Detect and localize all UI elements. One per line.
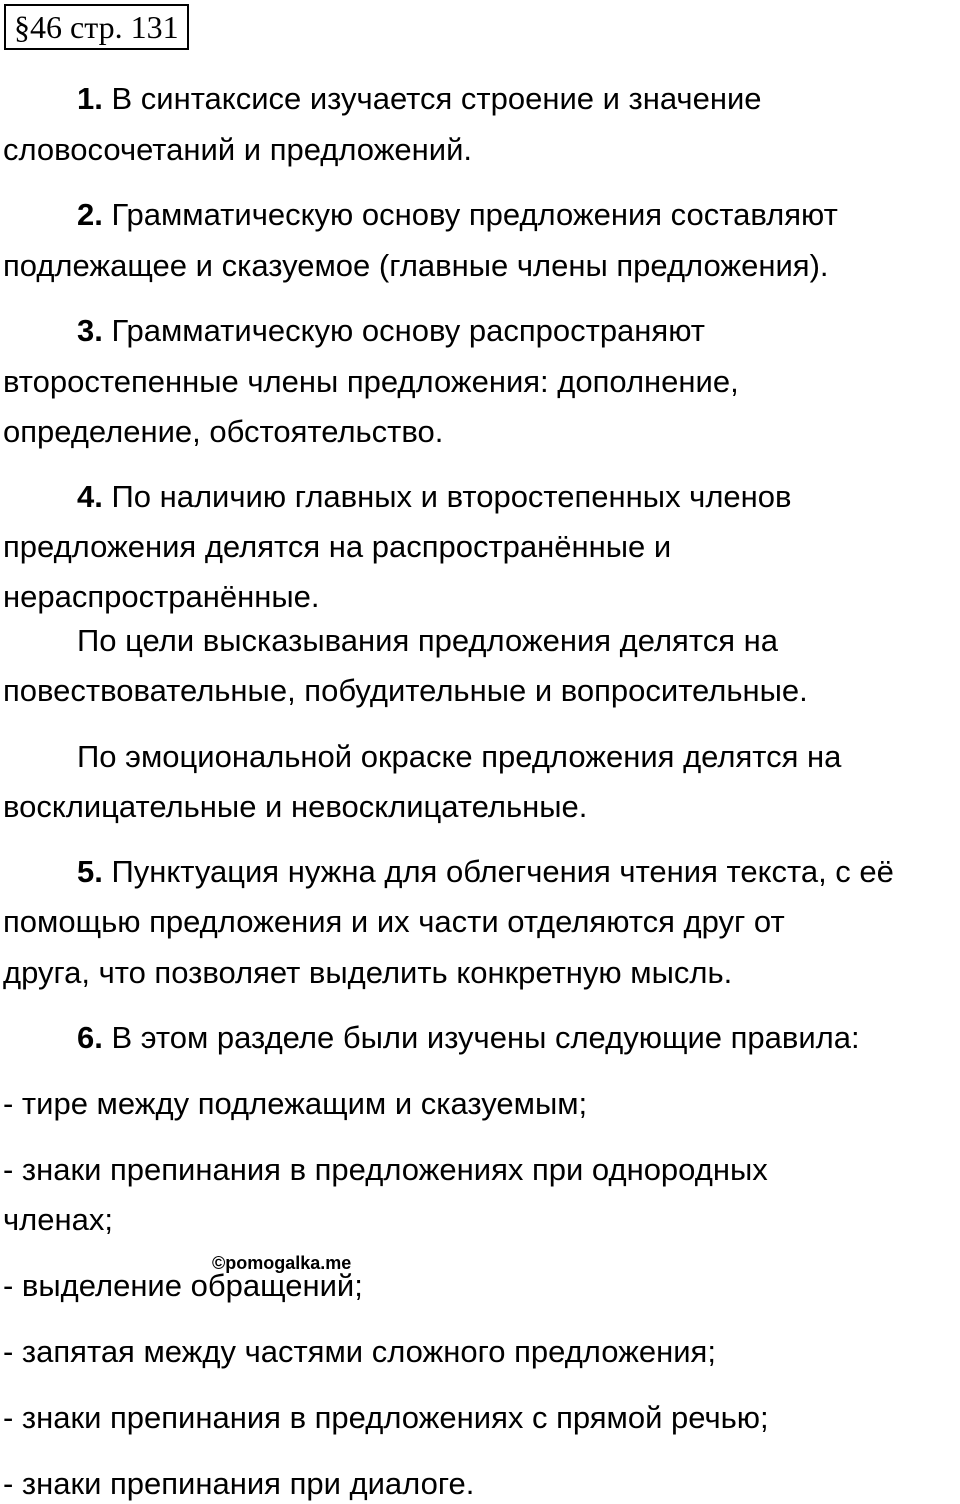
answer-5-line-2: помощью предложения и их части отделяются друг от [3,904,785,939]
section-page-reference: §46 стр. 131 [4,4,189,50]
rule-item-1: - тире между подлежащим и сказуемым; [3,1086,588,1121]
watermark: ©pomogalka.me [212,1253,352,1273]
answer-text: Грамматическую основу распространяют [102,313,705,348]
answer-5-line-1 [77,852,894,892]
answer-1-line-2: словосочетаний и предложений. [3,132,473,167]
answer-number: 4. [77,479,103,514]
answer-4-line-3: нераспространённые. [3,579,320,614]
answer-2-line-1 [77,195,838,235]
answer-3-line-2: второстепенные члены предложения: дополнение, [3,364,739,399]
answer-4-line-4: По цели высказывания предложения делятся на [77,623,778,658]
answer-2-line-2: подлежащее и сказуемое (главные члены предложения). [3,248,829,283]
answer-5-line-3: друга, что позволяет выделить конкретную мысль. [3,955,733,990]
answer-text: Пунктуация нужна для облегчения чтения текста, с её [102,854,894,889]
rule-item-6: - знаки препинания при диалоге. [3,1466,475,1501]
answer-text: Грамматическую основу предложения составляют [102,197,838,232]
answer-number: 2. [77,197,103,232]
answer-1-line-1 [77,79,762,119]
answer-4-line-6: По эмоциональной окраске предложения делятся на [77,739,842,774]
rule-item-2: - знаки препинания в предложениях при однородных [3,1152,768,1187]
rule-item-2-continued: членах; [3,1202,113,1237]
answer-number: 1. [77,81,103,116]
answer-text: В синтаксисе изучается строение и значение [102,81,762,116]
answer-4-line-7: восклицательные и невосклицательные. [3,789,588,824]
answer-number: 3. [77,313,103,348]
rule-item-5: - знаки препинания в предложениях с прямой речью; [3,1400,769,1435]
answer-3-line-1 [77,311,705,351]
answer-6-intro [77,1018,860,1058]
answer-text: По наличию главных и второстепенных членов [102,479,792,514]
answer-text: В этом разделе были изучены следующие правила: [102,1020,860,1055]
answer-4-line-2: предложения делятся на распространённые и [3,529,672,564]
answer-number: 6. [77,1020,103,1055]
answer-3-line-3: определение, обстоятельство. [3,414,444,449]
answer-4-line-5: повествовательные, побудительные и вопросительные. [3,673,808,708]
rule-item-4: - запятая между частями сложного предложения; [3,1334,716,1369]
answer-4-line-1 [77,477,792,517]
rule-item-3: - выделение обращений; [3,1268,363,1303]
answer-number: 5. [77,854,103,889]
